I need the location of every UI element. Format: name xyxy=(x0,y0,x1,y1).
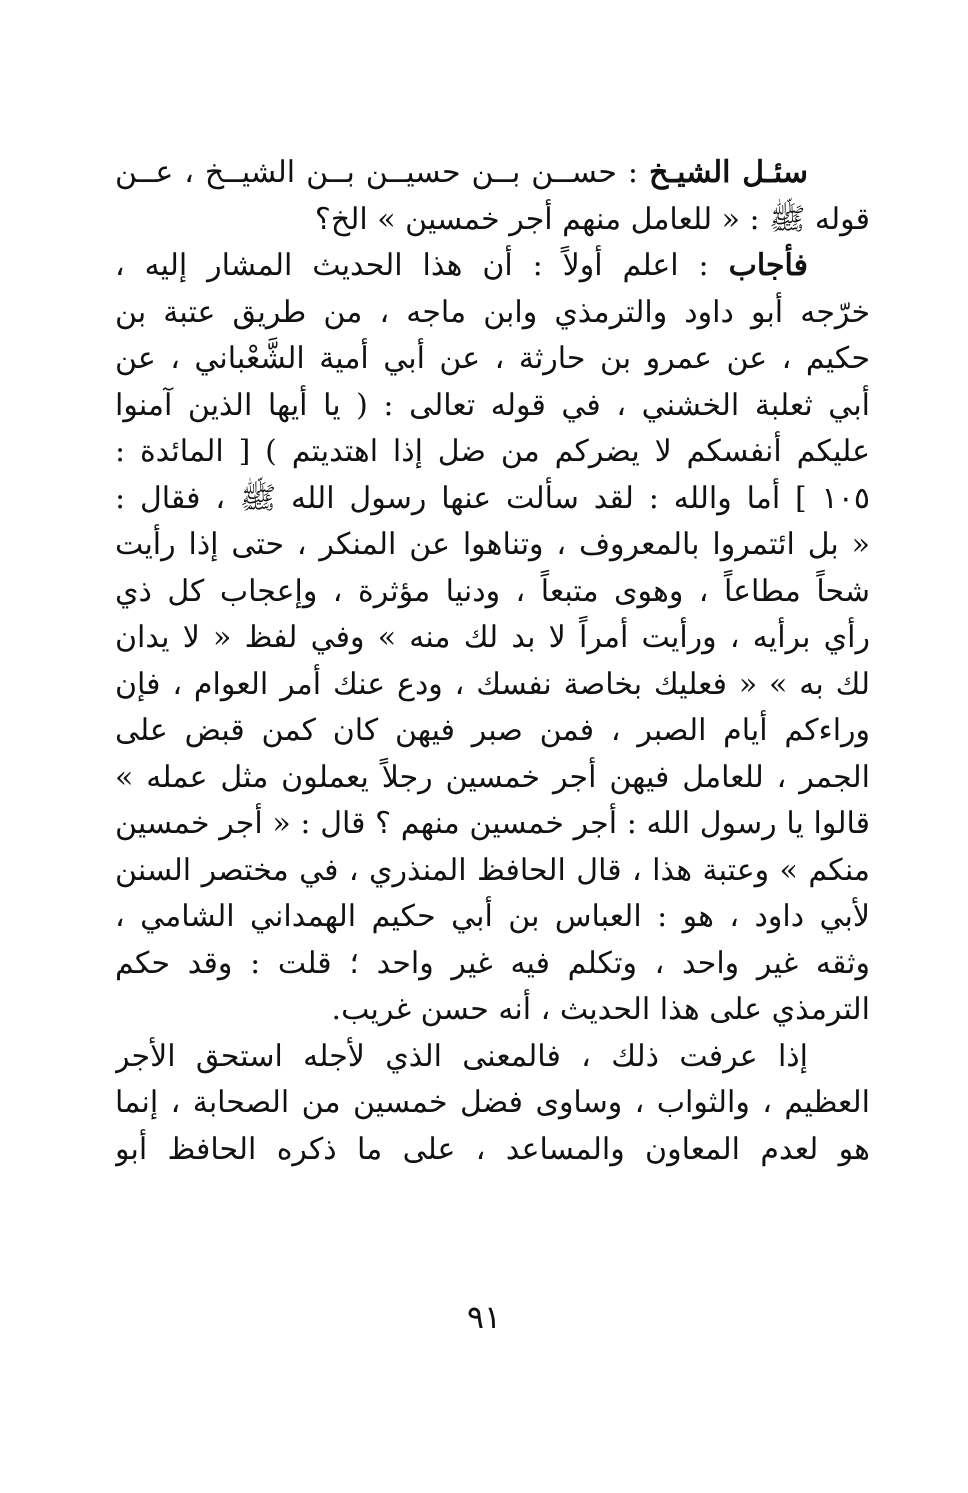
text-line: وثقه غير واحد ، وتكلم فيه غير واحد ؛ قلت : وقد حكم xyxy=(115,945,870,981)
body-text xyxy=(115,150,870,1173)
line-text: قوله ﷺ : « للعامل منهم أجر خمسين » الخ؟ xyxy=(314,201,870,237)
line-text: : اعلم أولاً : أن هذا الحديث المشار إليه ، xyxy=(115,248,729,283)
page-number: ٩١ xyxy=(466,1298,502,1336)
text-line: هو لعدم المعاون والمساعد ، على ما ذكره الحافظ أبو xyxy=(115,1131,870,1167)
text-line: أبي ثعلبة الخشني ، في قوله تعالى : ( يا أيها الذين آمنوا xyxy=(115,387,870,423)
text-line: قالوا يا رسول الله : أجر خمسين منهم ؟ قال : « أجر خمسين xyxy=(115,806,870,841)
text-line: حكيم ، عن عمرو بن حارثة ، عن أبي أمية الشَّعْباني ، عن xyxy=(115,341,870,376)
text-line: الترمذي على هذا الحديث ، أنه حسن غريب. xyxy=(331,992,870,1027)
text-line: خرّجه أبو داود والترمذي وابن ماجه ، من طريق عتبة بن xyxy=(115,294,870,330)
text-line: الجمر ، للعامل فيهن أجر خمسين رجلاً يعملون مثل عمله » xyxy=(115,759,870,795)
text-line: منكم » وعتبة هذا ، قال الحافظ المنذري ، في مختصر السنن xyxy=(115,852,870,888)
line-text: : حســن بــن حسيــن بــن الشيــخ ، عــن xyxy=(115,155,649,190)
text-line: وراءكم أيام الصبر ، فمن صبر فيهن كان كمن قبض على xyxy=(115,713,870,748)
text-line: إذا عرفت ذلك ، فالمعنى الذي لأجله استحق الأجر xyxy=(115,1038,808,1074)
text-line: « بل ائتمروا بالمعروف ، وتناهوا عن المنكر ، حتى إذا رأيت xyxy=(115,527,870,562)
text-line xyxy=(115,197,870,244)
text-line: العظيم ، والثواب ، وساوى فضل خمسين من الصحابة ، إنما xyxy=(115,1085,870,1120)
text-line: ١٠٥ ] أما والله : لقد سألت عنها رسول الله ﷺ ، فقال : xyxy=(115,480,870,516)
text-line: عليكم أنفسكم لا يضركم من ضل إذا اهتديتم ) [ المائدة : xyxy=(115,434,870,469)
question-lead: سئـل الشيـخ xyxy=(649,155,809,190)
text-line: لأبي داود ، هو : العباس بن أبي حكيم الهمداني الشامي ، xyxy=(115,899,870,934)
text-line xyxy=(115,150,870,197)
text-line: رأي برأيه ، ورأيت أمراً لا بد لك منه » وفي لفظ « لا يدان xyxy=(115,620,870,655)
answer-lead: فأجاب xyxy=(728,248,808,283)
text-line xyxy=(115,243,870,290)
text-line: شحاً مطاعاً ، وهوى متبعاً ، ودنيا مؤثرة ، وإعجاب كل ذي xyxy=(115,573,870,609)
text-line: لك به » « فعليك بخاصة نفسك ، ودع عنك أمر العوام ، فإن xyxy=(115,666,870,702)
